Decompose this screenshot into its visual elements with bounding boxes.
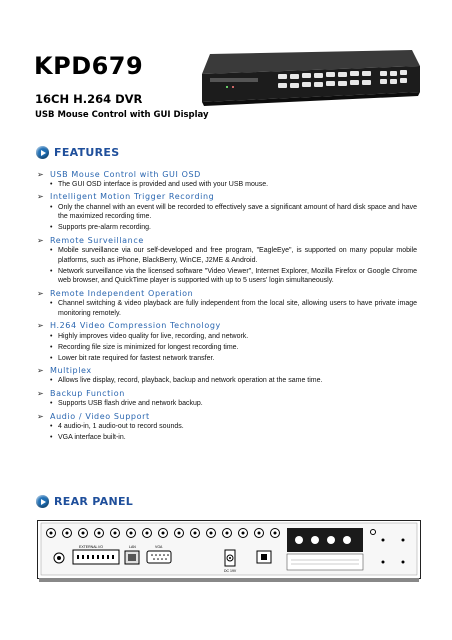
features-heading: [36, 146, 119, 159]
arrow-bullet-icon: ➢: [37, 169, 45, 179]
feature-title: Remote Surveillance: [50, 235, 144, 245]
rear-panel-title: REAR PANEL: [54, 495, 134, 508]
feature-bullet: • Recording file size is minimized for longest recording time.: [50, 343, 417, 353]
feature-bullet: • Channel switching & video playback are fully independent from the local site, allowing users to have private image monitoring remotely.: [50, 299, 417, 318]
feature-bullet: • VGA interface built-in.: [50, 433, 417, 443]
product-subtitle: 16CH H.264 DVR: [35, 92, 143, 106]
dvr-front-image: [198, 44, 422, 120]
feature-item: [37, 387, 417, 409]
rear-panel-image: [37, 520, 421, 586]
feature-bullet: • Only the channel with an event will be recorded to effectively save a significant amount of hard disk space and have the maximized recording time.: [50, 203, 417, 222]
feature-title: Multiplex: [50, 365, 92, 375]
feature-heading: [37, 287, 417, 299]
feature-item: [37, 287, 417, 318]
feature-item: [37, 410, 417, 442]
feature-bullets: [50, 399, 417, 409]
feature-bullets: [50, 203, 417, 233]
feature-bullet: • Allows live display, record, playback, backup and network operation at the same time.: [50, 376, 417, 386]
feature-heading: [37, 387, 417, 399]
arrow-bullet-icon: ➢: [37, 235, 45, 245]
feature-bullets: [50, 299, 417, 318]
feature-bullet: • Supports USB flash drive and network backup.: [50, 399, 417, 409]
arrow-bullet-icon: ➢: [37, 192, 45, 202]
arrow-bullet-icon: ➢: [37, 288, 45, 298]
feature-bullets: [50, 180, 417, 190]
feature-bullet: • Network surveillance via the licensed software "Video Viewer", Internet Explorer, Mozilla Firefox or Google Chrome web browser, and QuickTime player is supported with up to 5 users' login simultaneously.: [50, 267, 417, 286]
arrow-bullet-icon: ➢: [37, 321, 45, 331]
feature-bullet: • Highly improves video quality for live, recording, and network.: [50, 332, 417, 342]
features-title: FEATURES: [54, 146, 120, 159]
lan-label: LAN: [129, 545, 136, 549]
feature-heading: [37, 320, 417, 332]
product-model: KPD679: [34, 52, 144, 80]
feature-item: [37, 191, 417, 233]
power-label: DC 19V: [224, 569, 237, 573]
feature-item: [37, 234, 417, 286]
feature-title: Backup Function: [50, 388, 125, 398]
feature-item: [37, 168, 417, 190]
feature-bullet: • Supports pre-alarm recording.: [50, 223, 417, 233]
feature-bullet: • 4 audio-in, 1 audio-out to record sounds.: [50, 422, 417, 432]
feature-title: USB Mouse Control with GUI OSD: [50, 169, 201, 179]
arrow-bullet-icon: ➢: [37, 411, 45, 421]
feature-item: [37, 320, 417, 363]
feature-heading: [37, 234, 417, 246]
feature-bullets: [50, 246, 417, 286]
arrow-bullet-icon: ➢: [37, 388, 45, 398]
feature-title: Intelligent Motion Trigger Recording: [50, 192, 215, 202]
feature-bullet: • Mobile surveillance via our self-developed and free program, "EagleEye", is supported on many popular mobile platforms, such as iPhone, BlackBerry, WinCE, J2ME & Android.: [50, 246, 417, 265]
feature-bullets: [50, 376, 417, 386]
feature-title: H.264 Video Compression Technology: [50, 321, 221, 331]
feature-item: [37, 364, 417, 386]
play-circle-icon: [36, 495, 49, 508]
feature-heading: [37, 168, 417, 180]
feature-list: [37, 168, 417, 444]
feature-heading: [37, 191, 417, 203]
feature-bullets: [50, 332, 417, 363]
feature-title: Remote Independent Operation: [50, 288, 194, 298]
feature-bullet: • The GUI OSD interface is provided and used with your USB mouse.: [50, 180, 417, 190]
rear-panel-heading: [36, 495, 133, 508]
feature-bullets: [50, 422, 417, 442]
feature-bullet: • Lower bit rate required for fastest network transfer.: [50, 354, 417, 364]
feature-heading: [37, 364, 417, 376]
arrow-bullet-icon: ➢: [37, 365, 45, 375]
product-tagline: USB Mouse Control with GUI Display: [35, 110, 209, 120]
feature-title: Audio / Video Support: [50, 411, 150, 421]
vga-label: VGA: [155, 545, 163, 549]
play-circle-icon: [36, 146, 49, 159]
external-io-label: EXTERNAL I/O: [79, 545, 103, 549]
feature-heading: [37, 410, 417, 422]
